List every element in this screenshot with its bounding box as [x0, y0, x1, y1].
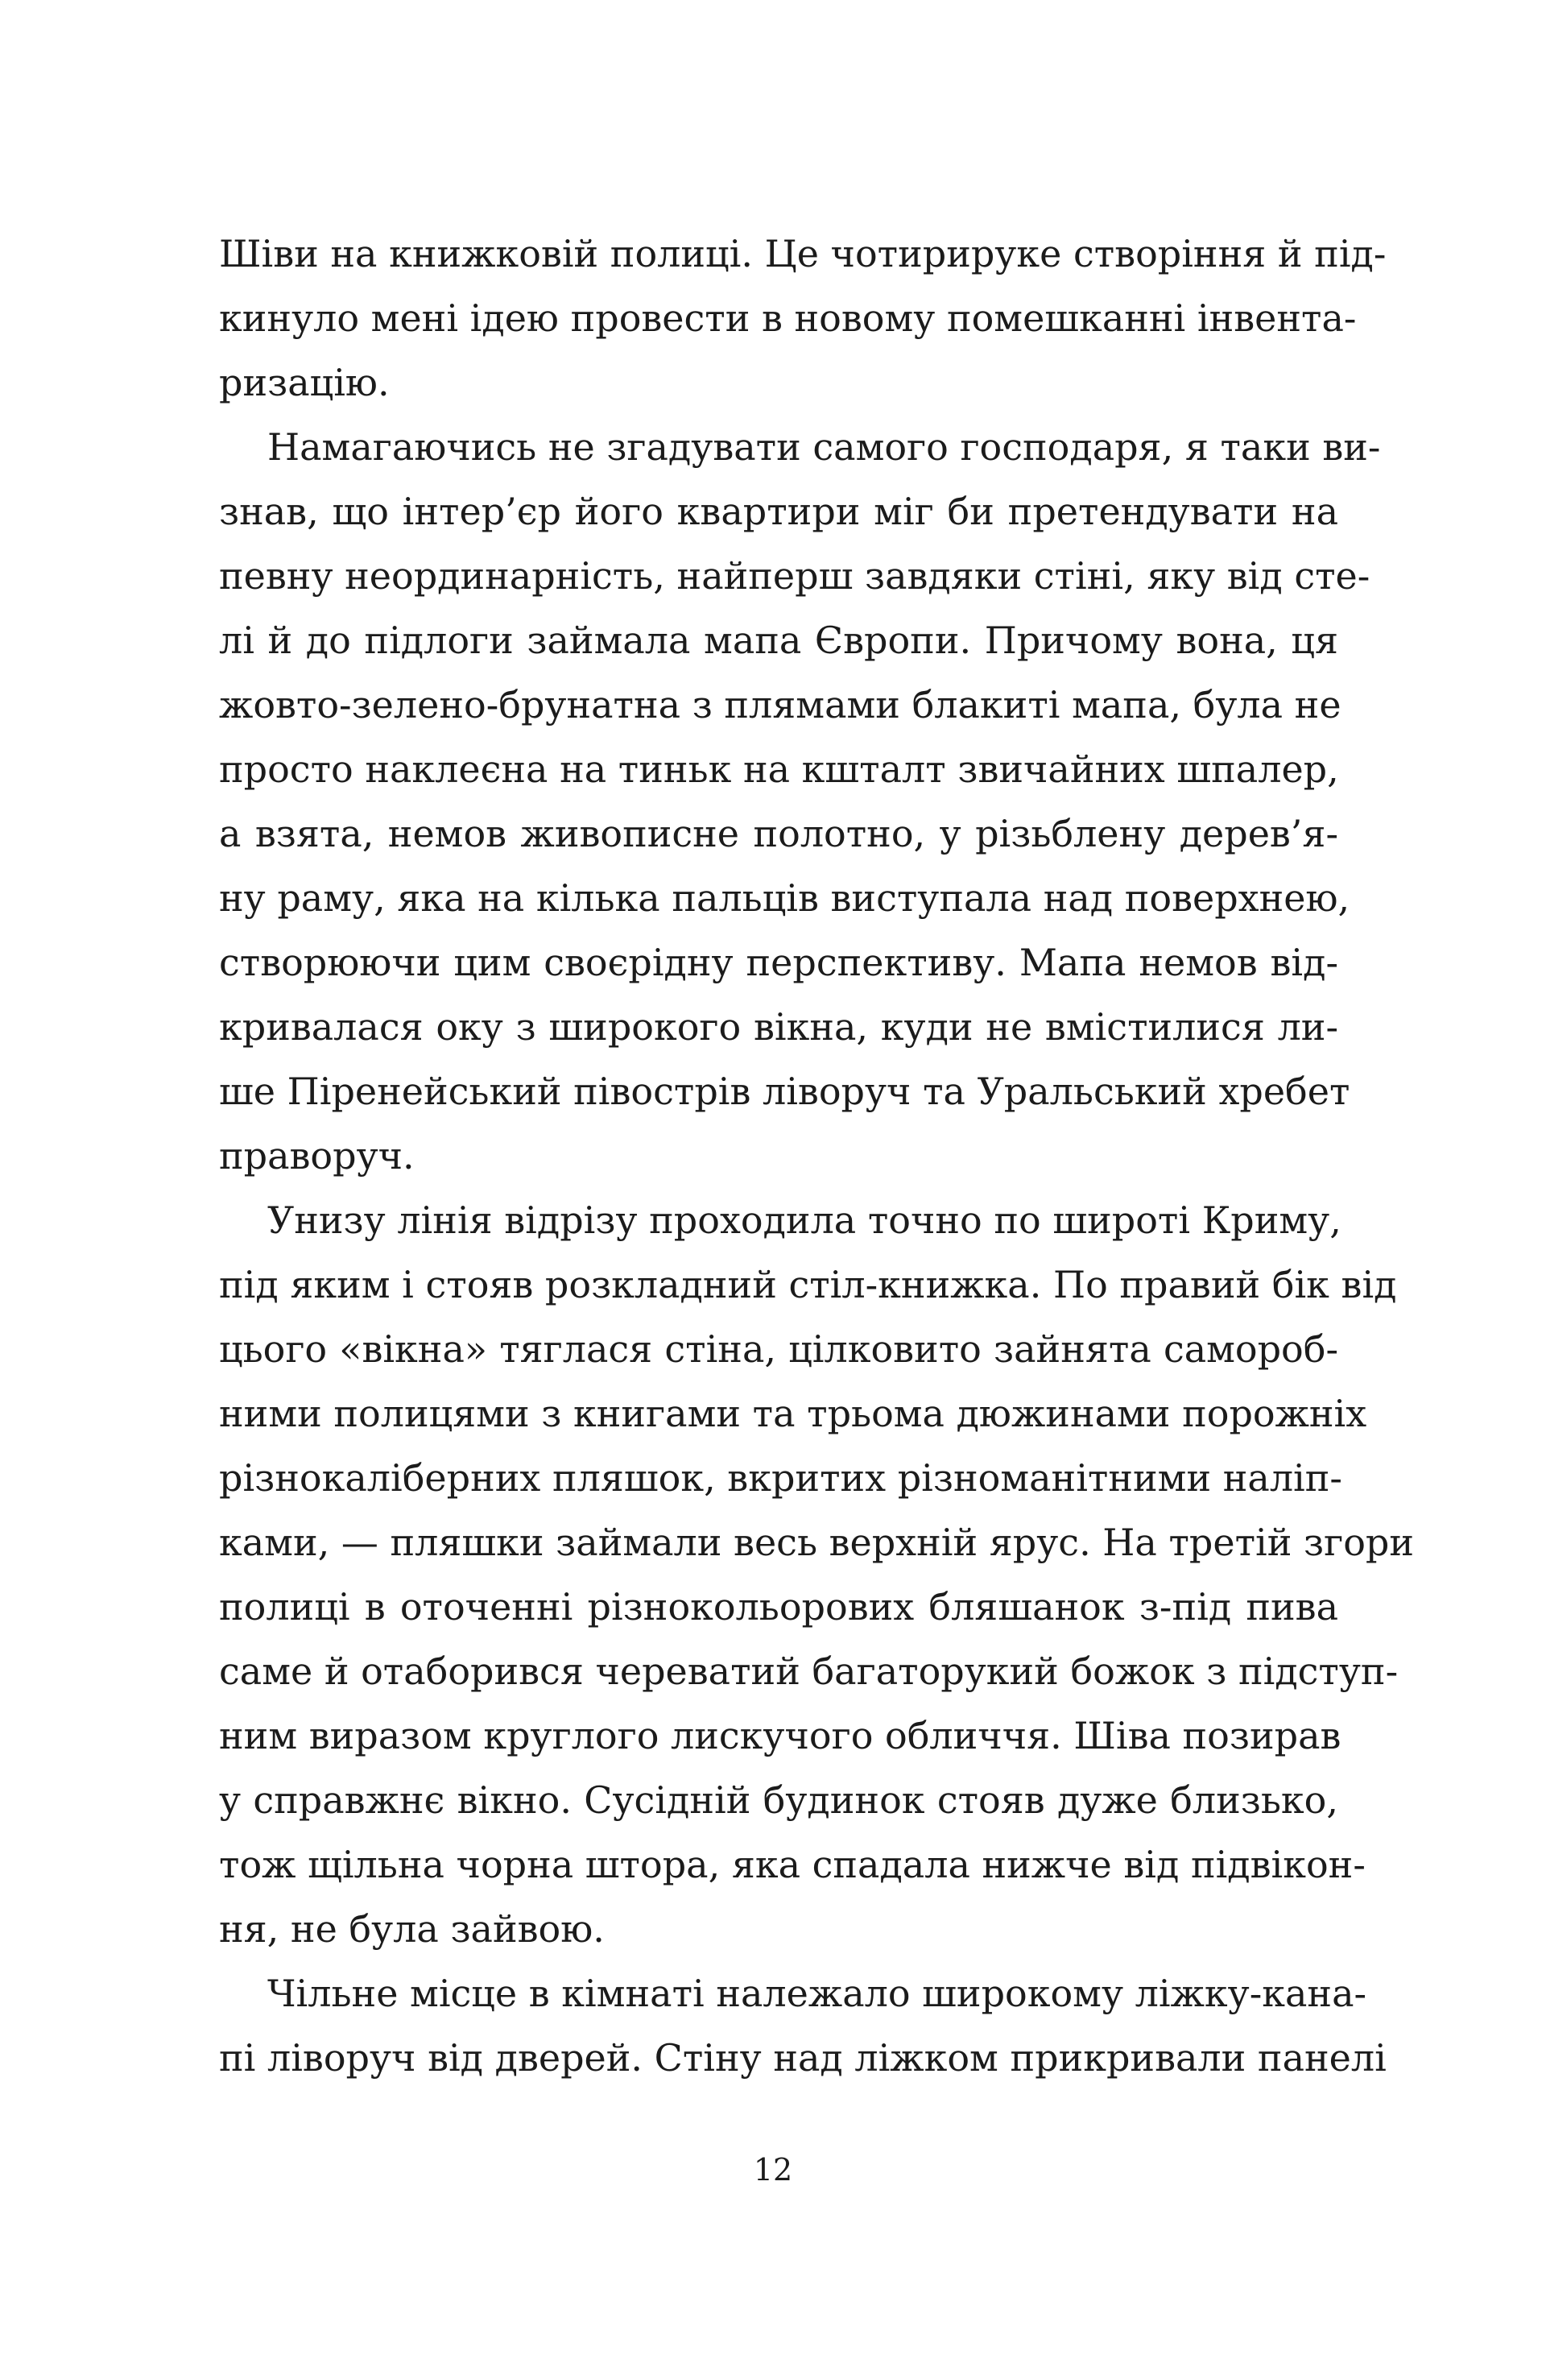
body-text [219, 221, 1415, 2090]
text-line: різнокаліберних пляшок, вкритих різноманітними наліп- [219, 1456, 1342, 1500]
text-line: створюючи цим своєрідну перспективу. Мапа немов від- [219, 941, 1338, 984]
text-line: полиці в оточенні різнокольорових бляшанок з-під пива [219, 1585, 1338, 1629]
text-line: ну раму, яка на кілька пальців виступала над поверхнею, [219, 876, 1350, 920]
text-line: ним виразом круглого лискучого обличчя. Шіва позирав [219, 1714, 1341, 1757]
text-line: під яким і стояв розкладний стіл-книжка. По правий бік від [219, 1263, 1397, 1306]
text-line: знав, що інтер’єр його квартири міг би претендувати на [219, 490, 1338, 533]
text-line: пі ліворуч від дверей. Стіну над ліжком прикривали панелі [219, 2036, 1387, 2080]
text-line: цього «вікна» тяглася стіна, цілковито зайнята самороб- [219, 1327, 1338, 1371]
text-line: ше Піренейський півострів ліворуч та Уральський хребет [219, 1070, 1350, 1113]
text-line: праворуч. [219, 1134, 415, 1178]
text-line: ками, — пляшки займали весь верхній ярус. На третій згори [219, 1521, 1415, 1564]
text-line: Намагаючись не згадувати самого господаря, я таки ви- [267, 425, 1381, 469]
text-line: саме й отаборився череватий багаторукий божок з підступ- [219, 1649, 1399, 1693]
text-line: жовто-зелено-брунатна з плямами блакиті мапа, була не [219, 683, 1341, 726]
text-line: ня, не була зайвою. [219, 1907, 605, 1951]
text-line: а взята, немов живописне полотно, у різьблену дерев’я- [219, 812, 1338, 855]
text-line: певну неординарність, найперш завдяки стіні, яку від сте- [219, 554, 1370, 598]
text-line: Чільне місце в кімнаті належало широкому ліжку-кана- [267, 1972, 1367, 2015]
text-line: ризацію. [219, 361, 390, 404]
text-line: тож щільна чорна штора, яка спадала нижче від підвікон- [219, 1843, 1366, 1886]
text-line: просто наклеєна на тиньк на кшталт звичайних шпалер, [219, 747, 1339, 791]
text-line: лі й до підлоги займала мапа Європи. Причому вона, ця [219, 619, 1338, 662]
text-line: ними полицями з книгами та трьома дюжинами порожніх [219, 1392, 1367, 1435]
text-line: Унизу лінія відрізу проходила точно по широті Криму, [267, 1198, 1341, 1242]
text-line: Шіви на книжковій полиці. Це чотирируке створіння й під- [219, 232, 1387, 275]
text-line: у справжнє вікно. Сусідній будинок стояв дуже близько, [219, 1778, 1338, 1822]
page-number: 12 [753, 2152, 793, 2188]
text-line: кинуло мені ідею провести в новому помешканні інвента- [219, 296, 1357, 340]
text-line: кривалася оку з широкого вікна, куди не вмістилися ли- [219, 1005, 1338, 1049]
